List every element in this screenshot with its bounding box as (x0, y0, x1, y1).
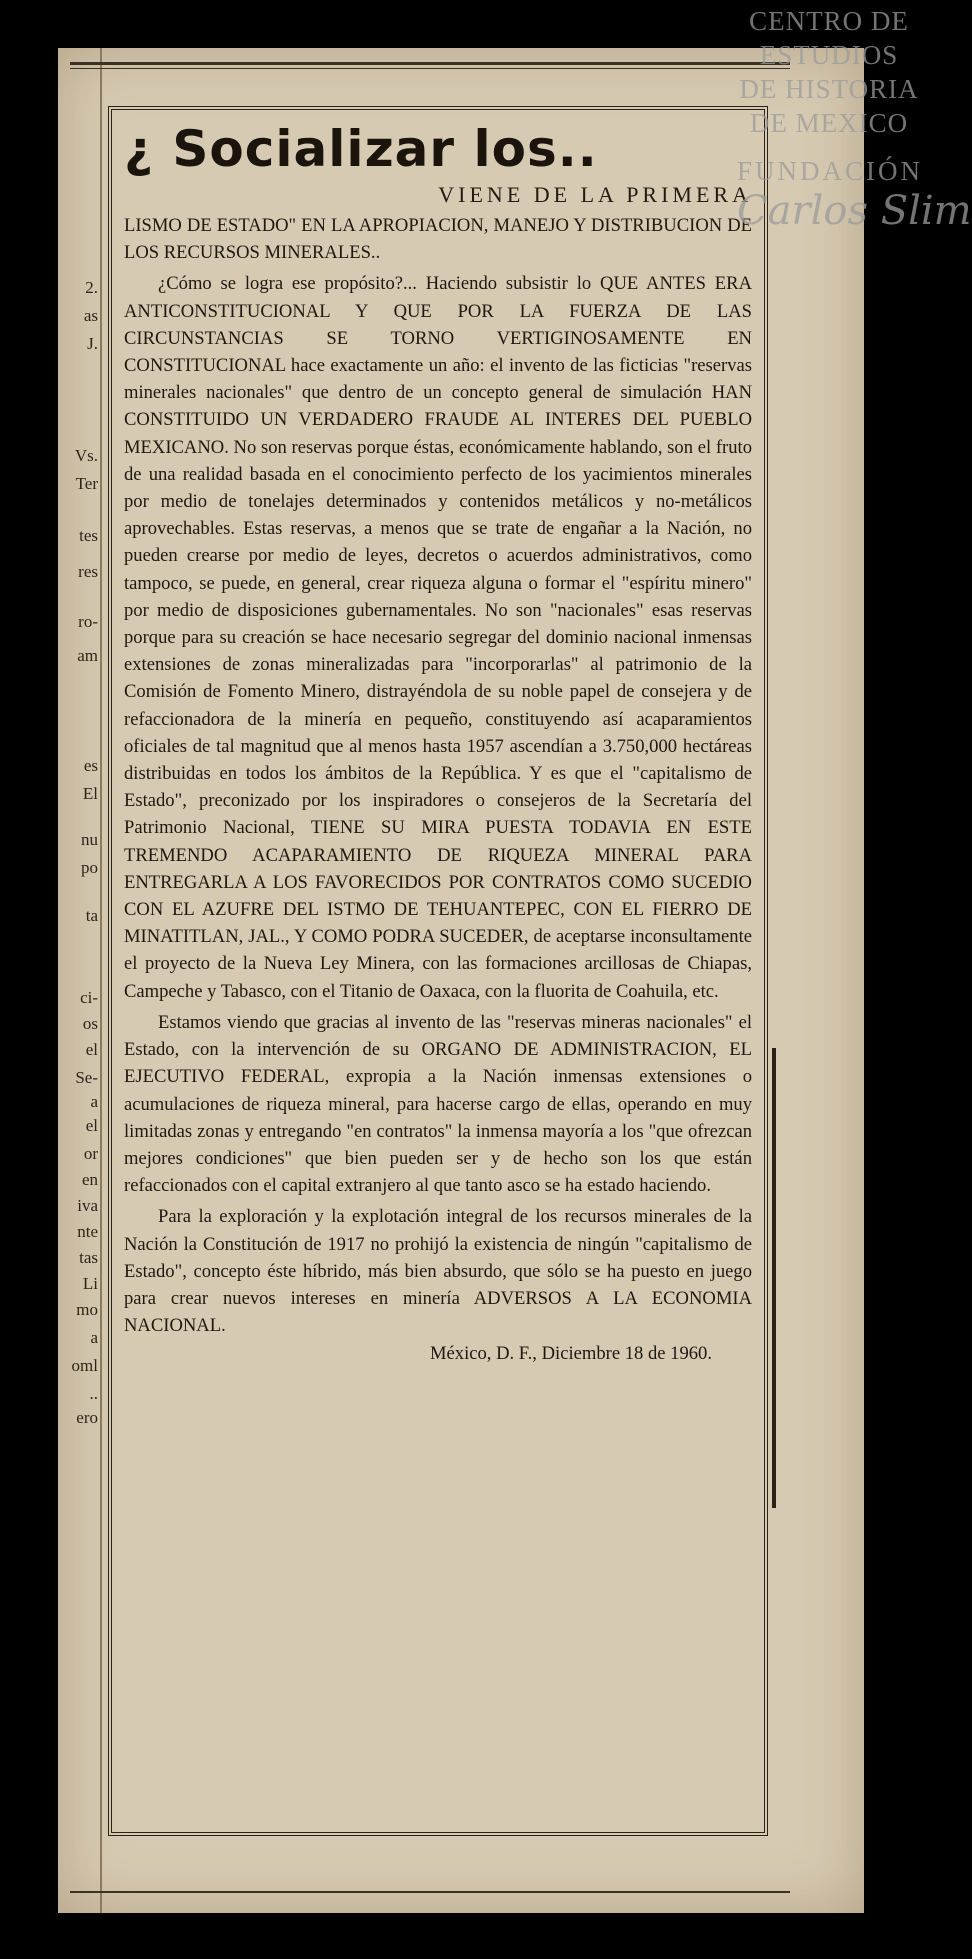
margin-fragment-text: Vs. (74, 446, 98, 465)
margin-fragment-text: ta (85, 906, 98, 925)
margin-fragment-text: es (83, 756, 98, 775)
article-box (108, 106, 768, 1836)
watermark-signature: Carlos Slim (737, 188, 972, 234)
column-rule (772, 1048, 776, 1508)
top-rule (70, 62, 790, 69)
margin-fragment-text: en (81, 1170, 98, 1189)
margin-fragment-text: as (83, 306, 98, 325)
margin-fragment-text: Li (82, 1274, 98, 1293)
margin-fragment-text: el (85, 1116, 98, 1135)
article-paragraph: LISMO DE ESTADO" EN LA APROPIACION, MANEJO Y DISTRIBUCION DE LOS RECURSOS MINERALES.. (124, 215, 752, 264)
margin-fragment-text: ero (76, 1408, 98, 1427)
margin-fragment-text: a (90, 1328, 98, 1347)
adjacent-column-fragment (58, 48, 102, 1913)
continued-from-line: VIENE DE LA PRIMERA (438, 182, 752, 207)
article-headline: ¿ Socializar los.. (124, 120, 598, 178)
bottom-rule (70, 1891, 790, 1893)
margin-fragment-text: El (82, 784, 98, 803)
watermark-line: DE MEXICO (749, 108, 909, 138)
watermark-line: DE HISTORIA (739, 74, 919, 104)
margin-fragment-text: os (82, 1014, 98, 1033)
margin-fragment-text: tes (79, 526, 98, 545)
margin-fragment-text: nu (81, 830, 98, 849)
margin-fragment-text: ro- (78, 612, 98, 631)
margin-fragment-text: am (77, 646, 98, 665)
margin-fragment-text: 2. (85, 278, 98, 297)
margin-fragment-text: ci- (80, 988, 98, 1007)
margin-fragment-text: .. (89, 1384, 98, 1403)
article-paragraph: ¿Cómo se logra ese propósito?... Haciendo subsistir lo QUE ANTES ERA ANTICONSTITUCIONAL Y QUE POR LA FUERZA DE LAS CIRCUNSTANCIAS SE TORNO VERTIGINOSAMENTE EN CONSTITUCIONAL hace exactamente un año: el invento de las ficticias "reservas minerales nacionales" que dentro de un concepto general de simulación HAN CONSTITUIDO UN VERDADERO FRAUDE AL INTERES DEL PUEBLO MEXICANO. No son reservas porque éstas, económicamente hablando, son el fruto de una realidad basada en el conocimiento perfecto de los yacimientos minerales por medio de tonelajes determinados y contenidos metálicos y no-metálicos aprovechables. Estas reservas, a menos que se trate de engañar a la Nación, no pueden crearse por medio de leyes, decretos o acuerdos administrativos, como tampoco, se puede, en general, crear riqueza alguna o formar el "espíritu minero" por medio de disposiciones gubernamentales. No son "nacionales" esas reservas porque para su creación se hace necesario segregar del dominio nacional inmensas extensiones de zonas mineralizadas para "incorporarlas" al patrimonio de la Comisión de Fomento Minero, distrayéndola de su noble papel de consejera y de refaccionadora de la minería en pequeño, constituyendo así acaparamientos oficiales de tal magnitud que al menos hasta 1957 ascendían a 3.750,000 hectáreas distribuidas en todos los ámbitos de la República. Y es que el "capitalismo de Estado", preconizado por los inspiradores o consejeros de la Secretaría del Patrimonio Nacional, TIENE SU MIRA PUESTA TODAVIA EN ESTE TREMENDO ACAPARAMIENTO DE RIQUEZA MINERAL PARA ENTREGARLA A LOS FAVORECIDOS POR CONTRATOS COMO SUCEDIO CON EL AZUFRE DEL ISTMO DE TEHUANTEPEC, CON EL FIERRO DE MINATITLAN, JAL., Y COMO PODRA SUCEDER, de aceptarse inconsultamente el proyecto de la Nueva Ley Minera, con las formaciones arcillosas de Chiapas, Campeche y Tabasco, con el Titanio de Oaxaca, con la fluorita de Coahuila, etc. (124, 273, 752, 1002)
watermark-line: ESTUDIOS (759, 40, 899, 70)
newspaper-clipping (58, 48, 864, 1913)
margin-fragment-text: tas (79, 1248, 98, 1267)
margin-fragment-text: J. (87, 334, 98, 353)
margin-fragment-text: Ter (75, 474, 98, 493)
margin-fragment-text: el (85, 1040, 98, 1059)
watermark-line: CENTRO DE (749, 6, 909, 36)
margin-fragment-text: or (83, 1144, 98, 1163)
margin-fragment-text: mo (76, 1300, 98, 1319)
margin-fragment-text: a (90, 1092, 98, 1111)
margin-fragment-text: iva (77, 1196, 98, 1215)
article-paragraph: Estamos viendo que gracias al invento de las "reservas mineras nacionales" el Estado, con la intervención de su ORGANO DE ADMINISTRACION, EL EJECUTIVO FEDERAL, expropia a la Nación inmensas extensiones o acumulaciones de riqueza mineral, para hacerse cargo de ellas, operando en muy limitadas zonas y entregando "en contratos" la inmensa mayoría a los "que ofrezcan mejores condiciones" que bien pueden ser y de hecho son los que están refaccionados con el capital extranjero al que tanto asco se ha estado haciendo. (124, 1011, 752, 1197)
margin-fragment-text: po (81, 858, 98, 877)
archive-watermark (737, 0, 972, 234)
margin-fragment-text: oml (71, 1356, 98, 1375)
article-paragraph: Para la exploración y la explotación integral de los recursos minerales de la Nación la Constitución de 1917 no prohijó la existencia de ningún "capitalismo de Estado", concepto éste híbrido, más bien absurdo, que sólo se ha puesto en juego para crear nuevos intereses en minería ADVERSOS A LA ECONOMIA NACIONAL. (124, 1206, 752, 1337)
margin-fragment-text: Se- (75, 1068, 98, 1087)
margin-fragment-text: nte (77, 1222, 98, 1241)
watermark-foundation: FUNDACIÓN (737, 156, 924, 186)
margin-fragment-text: res (78, 562, 98, 581)
article-dateline: México, D. F., Diciembre 18 de 1960. (429, 1343, 712, 1365)
